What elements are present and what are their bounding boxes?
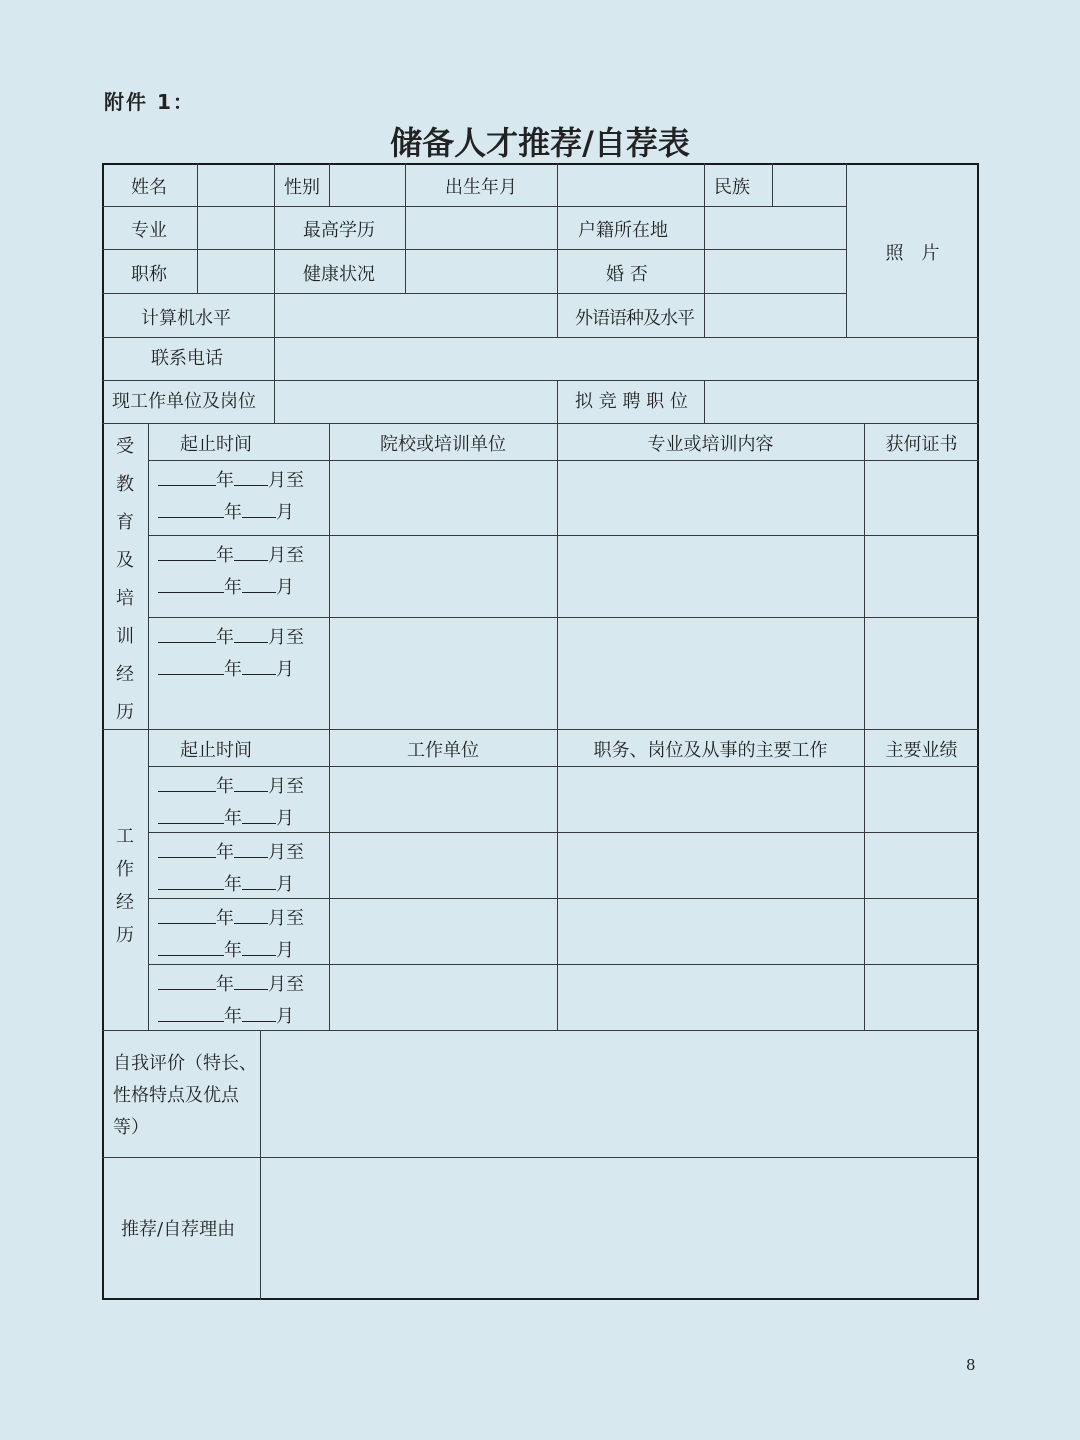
- label-major: 专业: [131, 220, 167, 241]
- row-line: [148, 460, 979, 461]
- self-eval-line3: 等）: [113, 1117, 149, 1138]
- work-header-period: 起止时间: [180, 740, 252, 761]
- row-line: [148, 898, 979, 899]
- label-current-job: 现工作单位及岗位: [112, 391, 256, 412]
- edu-header-school: 院校或培训单位: [380, 434, 506, 455]
- col-line: [557, 163, 558, 337]
- label-health: 健康状况: [303, 264, 375, 285]
- row-line: [102, 729, 979, 730]
- label-title-rank: 职称: [131, 264, 167, 285]
- work-row4-from: 年 月至: [158, 975, 304, 994]
- label-name: 姓名: [131, 177, 167, 198]
- col-line: [329, 423, 330, 1030]
- label-language: 外语语种及水平: [575, 308, 694, 329]
- row-line: [102, 206, 846, 207]
- work-row1-from: 年 月至: [158, 777, 304, 796]
- row-line: [102, 1030, 979, 1031]
- row-line: [148, 766, 979, 767]
- col-line: [772, 163, 773, 206]
- row-line: [102, 337, 979, 338]
- row-line: [148, 832, 979, 833]
- edu-header-major: 专业或培训内容: [647, 434, 774, 455]
- work-header-duties: 职务、岗位及从事的主要工作: [593, 740, 828, 761]
- work-header-employer: 工作单位: [407, 740, 479, 761]
- work-row2-to: 年 月: [158, 875, 294, 894]
- label-computer: 计算机水平: [141, 308, 231, 329]
- form-title: 储备人才推荐/自荐表: [390, 124, 690, 162]
- edu-row2-to: 年 月: [158, 578, 294, 597]
- col-line: [557, 423, 558, 1030]
- col-line: [148, 423, 149, 1030]
- label-reason: 推荐/自荐理由: [121, 1219, 236, 1240]
- edu-row3-to: 年 月: [158, 660, 294, 679]
- label-marital: 婚 否: [606, 264, 648, 285]
- photo-box-label: 照 片: [885, 243, 940, 264]
- row-line: [102, 293, 846, 294]
- col-line: [557, 380, 558, 423]
- col-line: [197, 163, 198, 293]
- edu-row2-from: 年 月至: [158, 546, 304, 565]
- col-line: [260, 1030, 261, 1300]
- education-section-label: 受 教 育 及 培 训 经 历: [116, 436, 134, 723]
- col-line: [704, 163, 705, 337]
- col-line: [329, 163, 330, 206]
- work-row2-from: 年 月至: [158, 843, 304, 862]
- work-row4-to: 年 月: [158, 1007, 294, 1026]
- row-line: [102, 423, 979, 424]
- work-section-label: 工 作 经 历: [116, 826, 134, 946]
- work-header-achievements: 主要业绩: [885, 740, 958, 761]
- row-line: [148, 535, 979, 536]
- col-line: [864, 423, 865, 1030]
- label-hukou: 户籍所在地: [578, 220, 668, 241]
- col-line: [704, 380, 705, 423]
- attachment-label: 附件 1：: [104, 90, 195, 114]
- label-phone: 联系电话: [151, 348, 223, 369]
- row-line: [102, 249, 846, 250]
- col-line: [405, 163, 406, 293]
- self-eval-line1: 自我评价（特长、: [113, 1053, 257, 1074]
- edu-header-certificate: 获何证书: [885, 434, 958, 455]
- work-row3-to: 年 月: [158, 941, 294, 960]
- edu-row3-from: 年 月至: [158, 628, 304, 647]
- edu-row1-from: 年 月至: [158, 471, 304, 490]
- row-line: [148, 617, 979, 618]
- col-line: [274, 163, 275, 423]
- label-target-position: 拟 竞 聘 职 位: [575, 391, 688, 412]
- self-eval-line2: 性格特点及优点: [113, 1085, 239, 1106]
- form-border: [102, 163, 979, 1300]
- work-row1-to: 年 月: [158, 809, 294, 828]
- label-birth: 出生年月: [445, 177, 517, 198]
- edu-header-period: 起止时间: [180, 434, 252, 455]
- page-number: 8: [966, 1356, 976, 1374]
- label-gender: 性别: [284, 177, 320, 198]
- work-row3-from: 年 月至: [158, 909, 304, 928]
- label-education: 最高学历: [303, 220, 375, 241]
- row-line: [102, 1157, 979, 1158]
- edu-row1-to: 年 月: [158, 503, 294, 522]
- label-ethnicity: 民族: [714, 177, 750, 198]
- row-line: [102, 380, 979, 381]
- row-line: [148, 964, 979, 965]
